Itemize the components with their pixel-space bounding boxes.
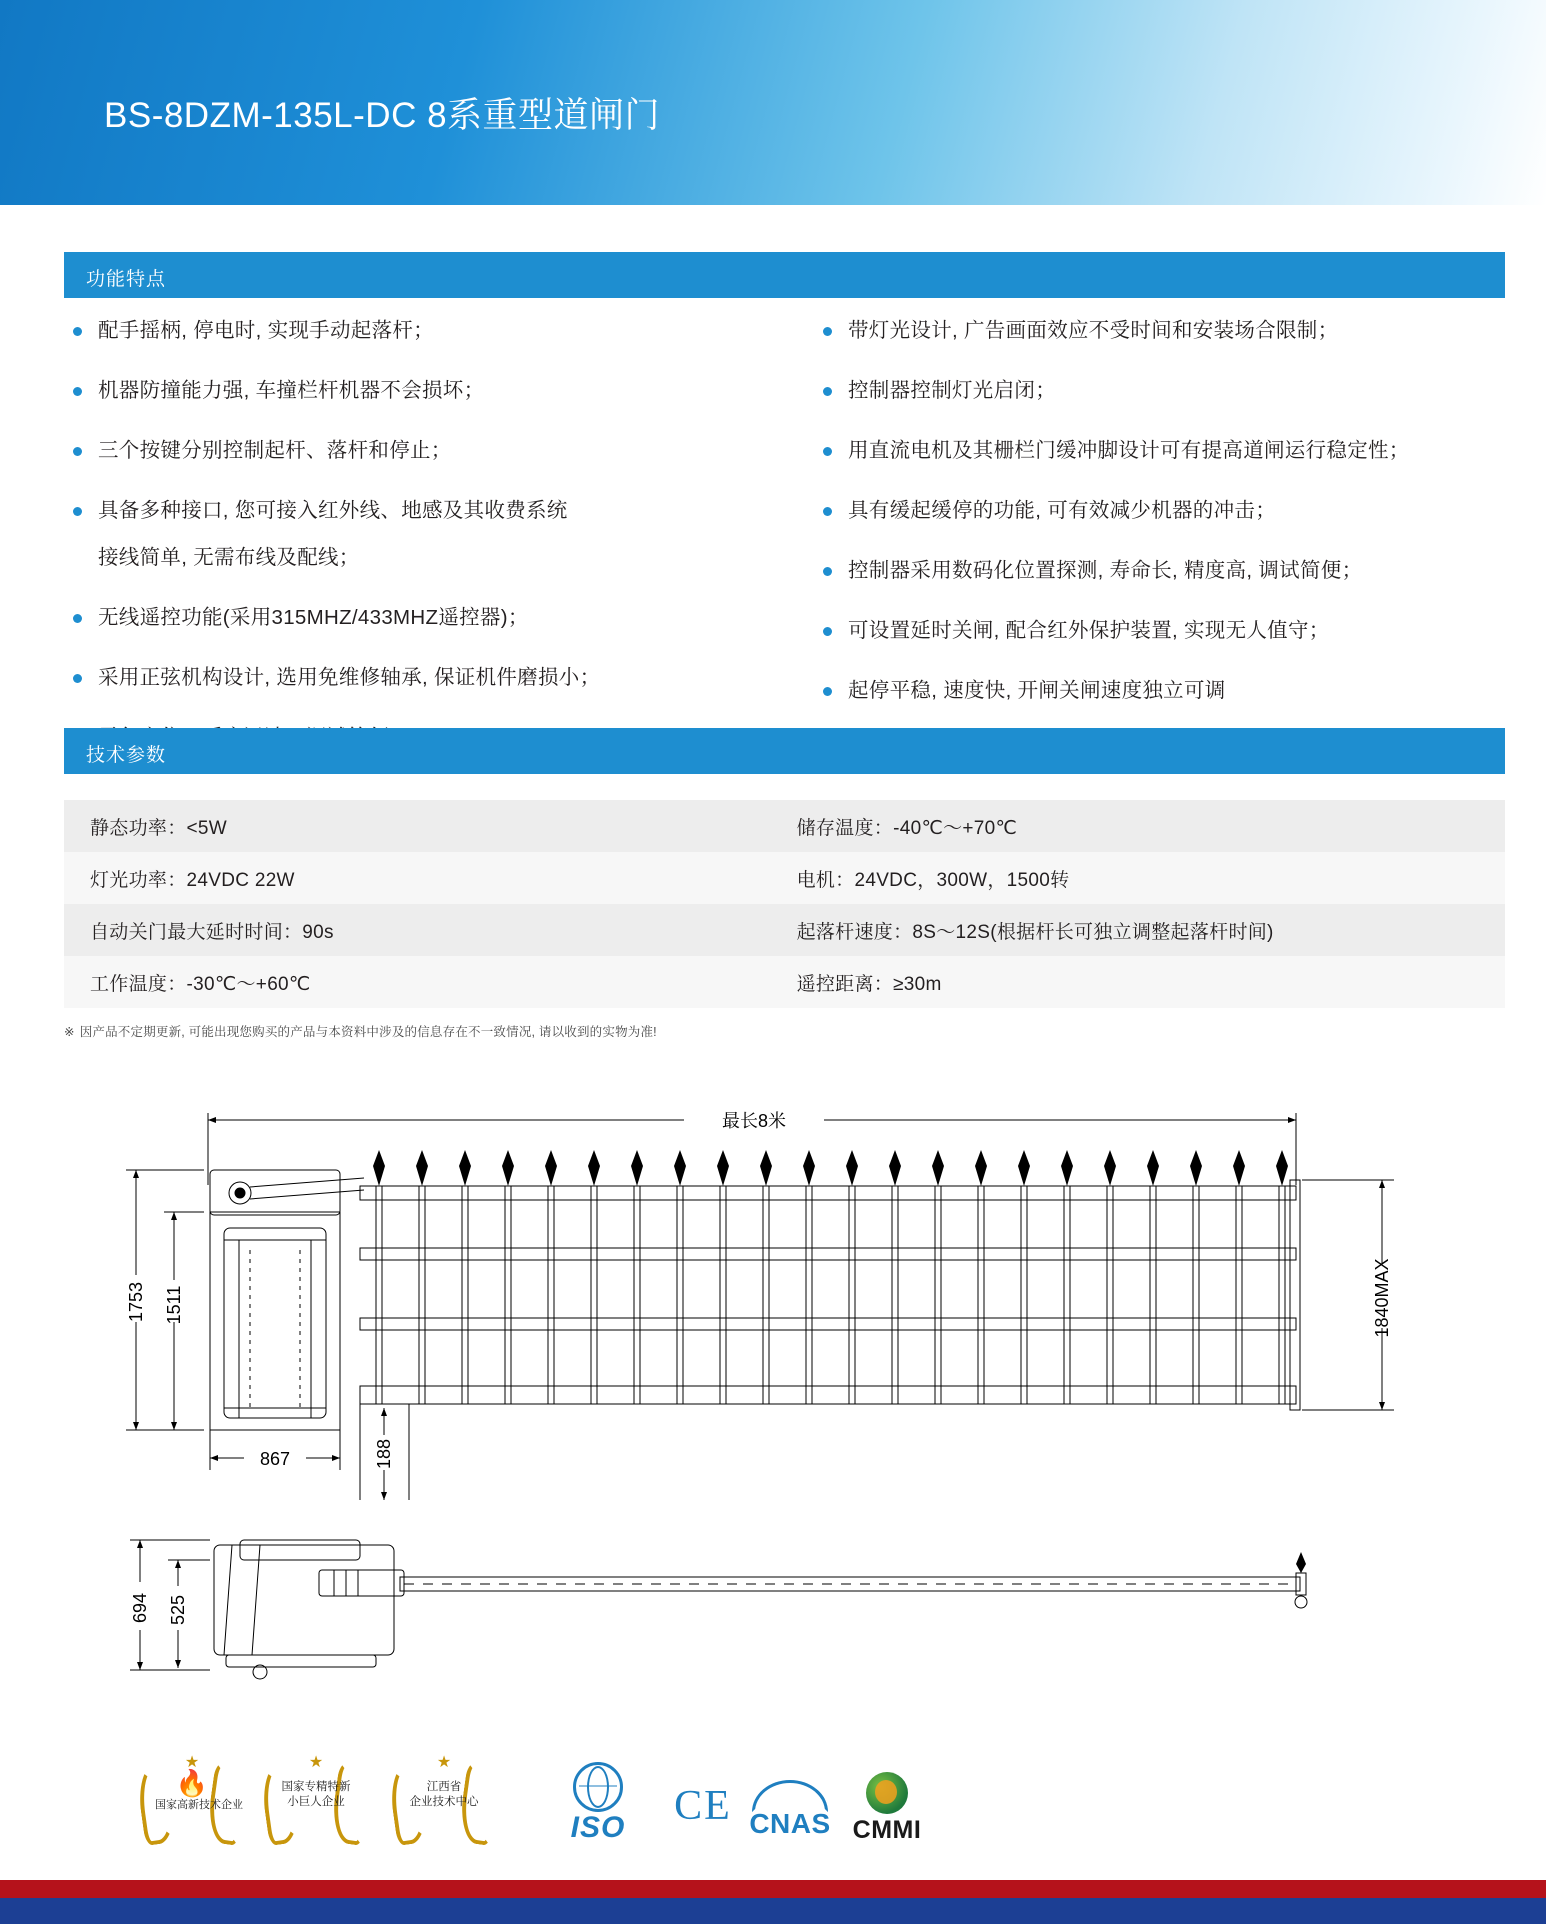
table-row [64,956,1505,1008]
spec-cell: 工作温度：-30℃～+60℃ [64,956,771,1008]
feature-text: 机器防撞能力强, 车撞栏杆机器不会损坏； [98,379,485,402]
iso-label: ISO [570,1811,626,1844]
flame-icon: 🔥 [175,1768,209,1798]
bullet-icon [823,447,832,456]
list-item [810,612,1510,650]
feature-text: 带灯光设计, 广告画面效应不受时间和安装场合限制； [848,319,1339,342]
spec-cell: 电机：24VDC，300W，1500转 [771,852,1505,904]
disclaimer-note [64,1022,657,1040]
feature-text: 用直流电机及其栅栏门缓冲脚设计可有提高道闸运行稳定性； [848,439,1410,462]
table-row [64,852,1505,904]
list-item [810,552,1510,590]
table-row [64,800,1505,852]
features-section-label: 功能特点 [86,269,167,290]
page-header [0,0,1546,205]
dim-left-inner-label: 1511 [164,1285,184,1325]
table-row [64,904,1505,956]
bullet-icon [823,567,832,576]
feature-text: 可设置延时关闸, 配合红外保护装置, 实现无人值守； [848,619,1330,642]
laurel-icon [390,1754,498,1846]
dim-bottom-width-label: 867 [259,1449,291,1469]
feature-text: 三个按键分别控制起杆、落杆和停止； [98,439,452,462]
cert-caption-line1: 江西省 [426,1781,462,1793]
footer-stripe-red [0,1880,1546,1898]
drawing-svg [64,1090,1505,1730]
cert-national-high-tech [138,1754,246,1846]
list-item [810,672,1510,710]
dim-left-outer-label: 1753 [126,1281,146,1323]
cert-caption-line2: 企业技术中心 [409,1796,479,1808]
ce-label: CE [674,1783,732,1829]
star-icon: ★ [436,1754,452,1771]
features-list-right [810,312,1510,792]
bullet-icon [73,674,82,683]
bullet-icon [73,614,82,623]
cert-caption: 国家高新技术企业 [155,1799,243,1811]
list-item [810,492,1510,530]
bullet-icon [823,507,832,516]
list-item [810,432,1510,470]
list-item [60,432,780,470]
page-title: BS-8DZM-135L-DC 8系重型道闸门 [104,96,661,135]
bullet-icon [73,387,82,396]
bullet-icon [823,687,832,696]
bullet-icon [73,327,82,336]
features-section-bar [64,252,1505,298]
feature-text: 无线遥控功能(采用315MHZ/433MHZ遥控器)； [98,606,529,629]
feature-text: 具有缓起缓停的功能, 可有效减少机器的冲击； [848,499,1276,522]
dim-right-label: 1840MAX [1372,1258,1392,1338]
list-item [60,492,780,577]
list-item [60,312,780,350]
star-icon: ★ [308,1754,324,1771]
dim-side-inner-label: 525 [168,1594,188,1626]
cert-caption-line1: 国家专精特新 [281,1781,351,1793]
bullet-icon [823,387,832,396]
note-text: 因产品不定期更新, 可能出现您购买的产品与本资料中涉及的信息存在不一致情况, 请以收到的实物为准! [79,1025,657,1039]
dim-bottom-small-label: 188 [374,1438,394,1470]
feature-text: 起停平稳, 速度快, 开闸关闸速度独立可调 [848,679,1226,702]
spec-table [64,800,1505,1008]
feature-text: 控制器控制灯光启闭； [848,379,1056,402]
spec-cell: 遥控距离：≥30m [771,956,1505,1008]
list-item [810,312,1510,350]
bullet-icon [823,627,832,636]
spec-cell: 储存温度：-40℃～+70℃ [771,800,1505,852]
list-item [810,372,1510,410]
cert-jiangxi-tech-center [390,1754,498,1846]
certification-logos [0,1748,1546,1858]
specs-section-label: 技术参数 [86,745,167,766]
star-icon: ★ [184,1754,200,1771]
bullet-icon [73,507,82,516]
cert-cmmi [832,1772,942,1845]
globe-icon [573,1762,623,1812]
spec-cell: 自动关门最大延时时间：90s [64,904,771,956]
list-item [60,599,780,637]
bullet-icon [73,447,82,456]
cnas-label: CNAS [749,1808,831,1839]
footer-stripe-blue [0,1898,1546,1924]
note-mark-icon: ※ [64,1025,75,1039]
feature-text-continued: 接线简单, 无需布线及配线； [98,546,360,569]
features-list-left [60,312,780,779]
cert-little-giant [262,1754,370,1846]
list-item [60,372,780,410]
list-item [60,659,780,697]
cert-caption-line2: 小巨人企业 [287,1796,345,1808]
dim-top-label: 最长8米 [721,1111,787,1131]
technical-drawing [64,1090,1505,1730]
dim-side-outer-label: 694 [130,1592,150,1624]
laurel-icon [262,1754,370,1846]
feature-text: 采用正弦机构设计, 选用免维修轴承, 保证机件磨损小； [98,666,601,689]
feature-text: 配手摇柄, 停电时, 实现手动起落杆； [98,319,434,342]
bullet-icon [823,327,832,336]
cert-iso [546,1762,650,1844]
cmmi-label: CMMI [852,1816,922,1844]
feature-text: 控制器采用数码化位置探测, 寿命长, 精度高, 调试简便； [848,559,1363,582]
spec-cell: 静态功率：<5W [64,800,771,852]
page-footer [0,1880,1546,1924]
spec-cell: 起落杆速度：8S～12S(根据杆长可独立调整起落杆时间) [771,904,1505,956]
spec-cell: 灯光功率：24VDC 22W [64,852,771,904]
cmmi-mark-icon [866,1772,908,1814]
feature-text: 具备多种接口, 您可接入红外线、地感及其收费系统 [98,499,568,522]
specs-section-bar [64,728,1505,774]
laurel-icon [138,1754,246,1846]
